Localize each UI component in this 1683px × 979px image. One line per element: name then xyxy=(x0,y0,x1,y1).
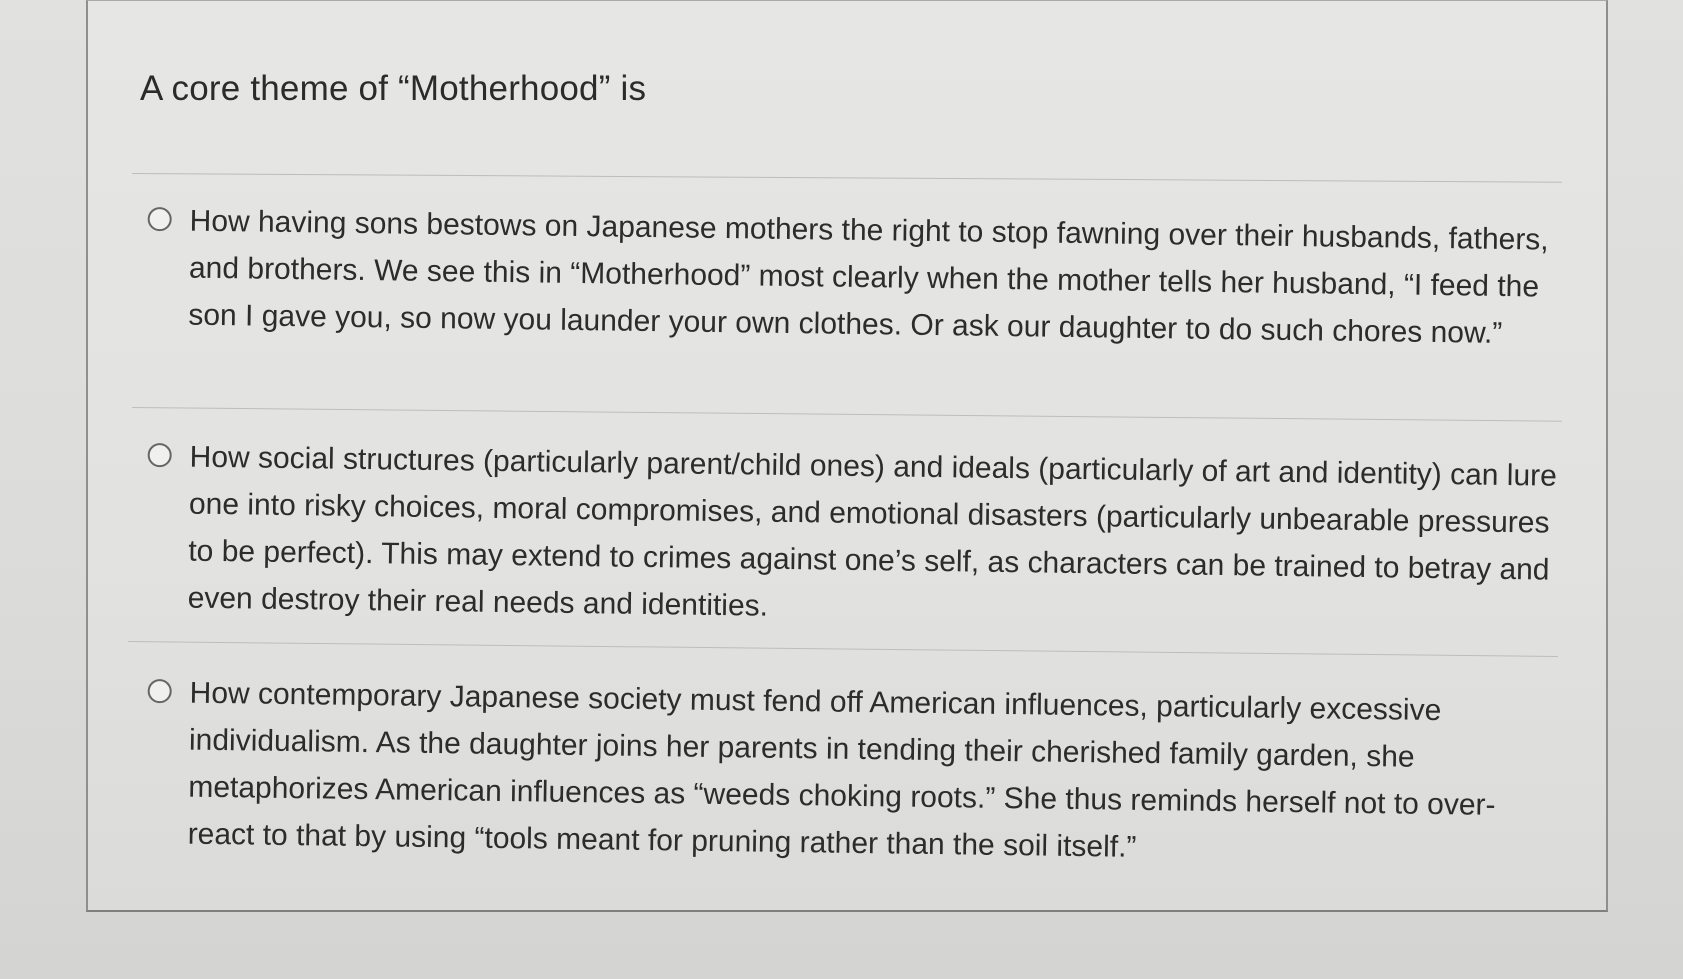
radio-button-1[interactable] xyxy=(148,207,172,231)
question-prompt: A core theme of “Motherhood” is xyxy=(140,69,647,108)
answer-option-3[interactable] xyxy=(148,669,1568,864)
radio-button-3[interactable] xyxy=(148,679,172,703)
divider xyxy=(132,173,1562,183)
divider xyxy=(132,407,1562,422)
answer-option-2-text[interactable]: How social structures (particularly parent/child ones) and ideals (particularly of art and identity) can lure one into risky choices, moral compromises, and emotional disasters (particularly unbearable pressures to be perfect). This may extend to crimes against one’s self, as characters can be trained to betray and even destroy their real needs and identities. xyxy=(187,440,1558,623)
answer-option-1[interactable] xyxy=(148,197,1568,350)
divider xyxy=(128,641,1558,657)
radio-button-2[interactable] xyxy=(148,443,172,467)
question-card xyxy=(86,0,1608,912)
answer-option-2[interactable] xyxy=(148,433,1568,623)
answer-option-3-text[interactable]: How contemporary Japanese society must fend off American influences, particularly excessive individualism. As the daughter joins her parents in tending their cherished family garden, she metaphorizes American influences as “weeds choking roots.” She thus reminds herself not to over-react to that by using “tools meant for pruning rather than the soil itself.” xyxy=(187,676,1496,864)
answer-option-1-text[interactable]: How having sons bestows on Japanese mothers the right to stop fawning over their husbands, fathers, and brothers. We see this in “Motherhood” most clearly when the mother tells her husband, “I feed the son I gave you, so now you launder your own clothes. Or ask our daughter to do such chores now.” xyxy=(188,204,1549,350)
